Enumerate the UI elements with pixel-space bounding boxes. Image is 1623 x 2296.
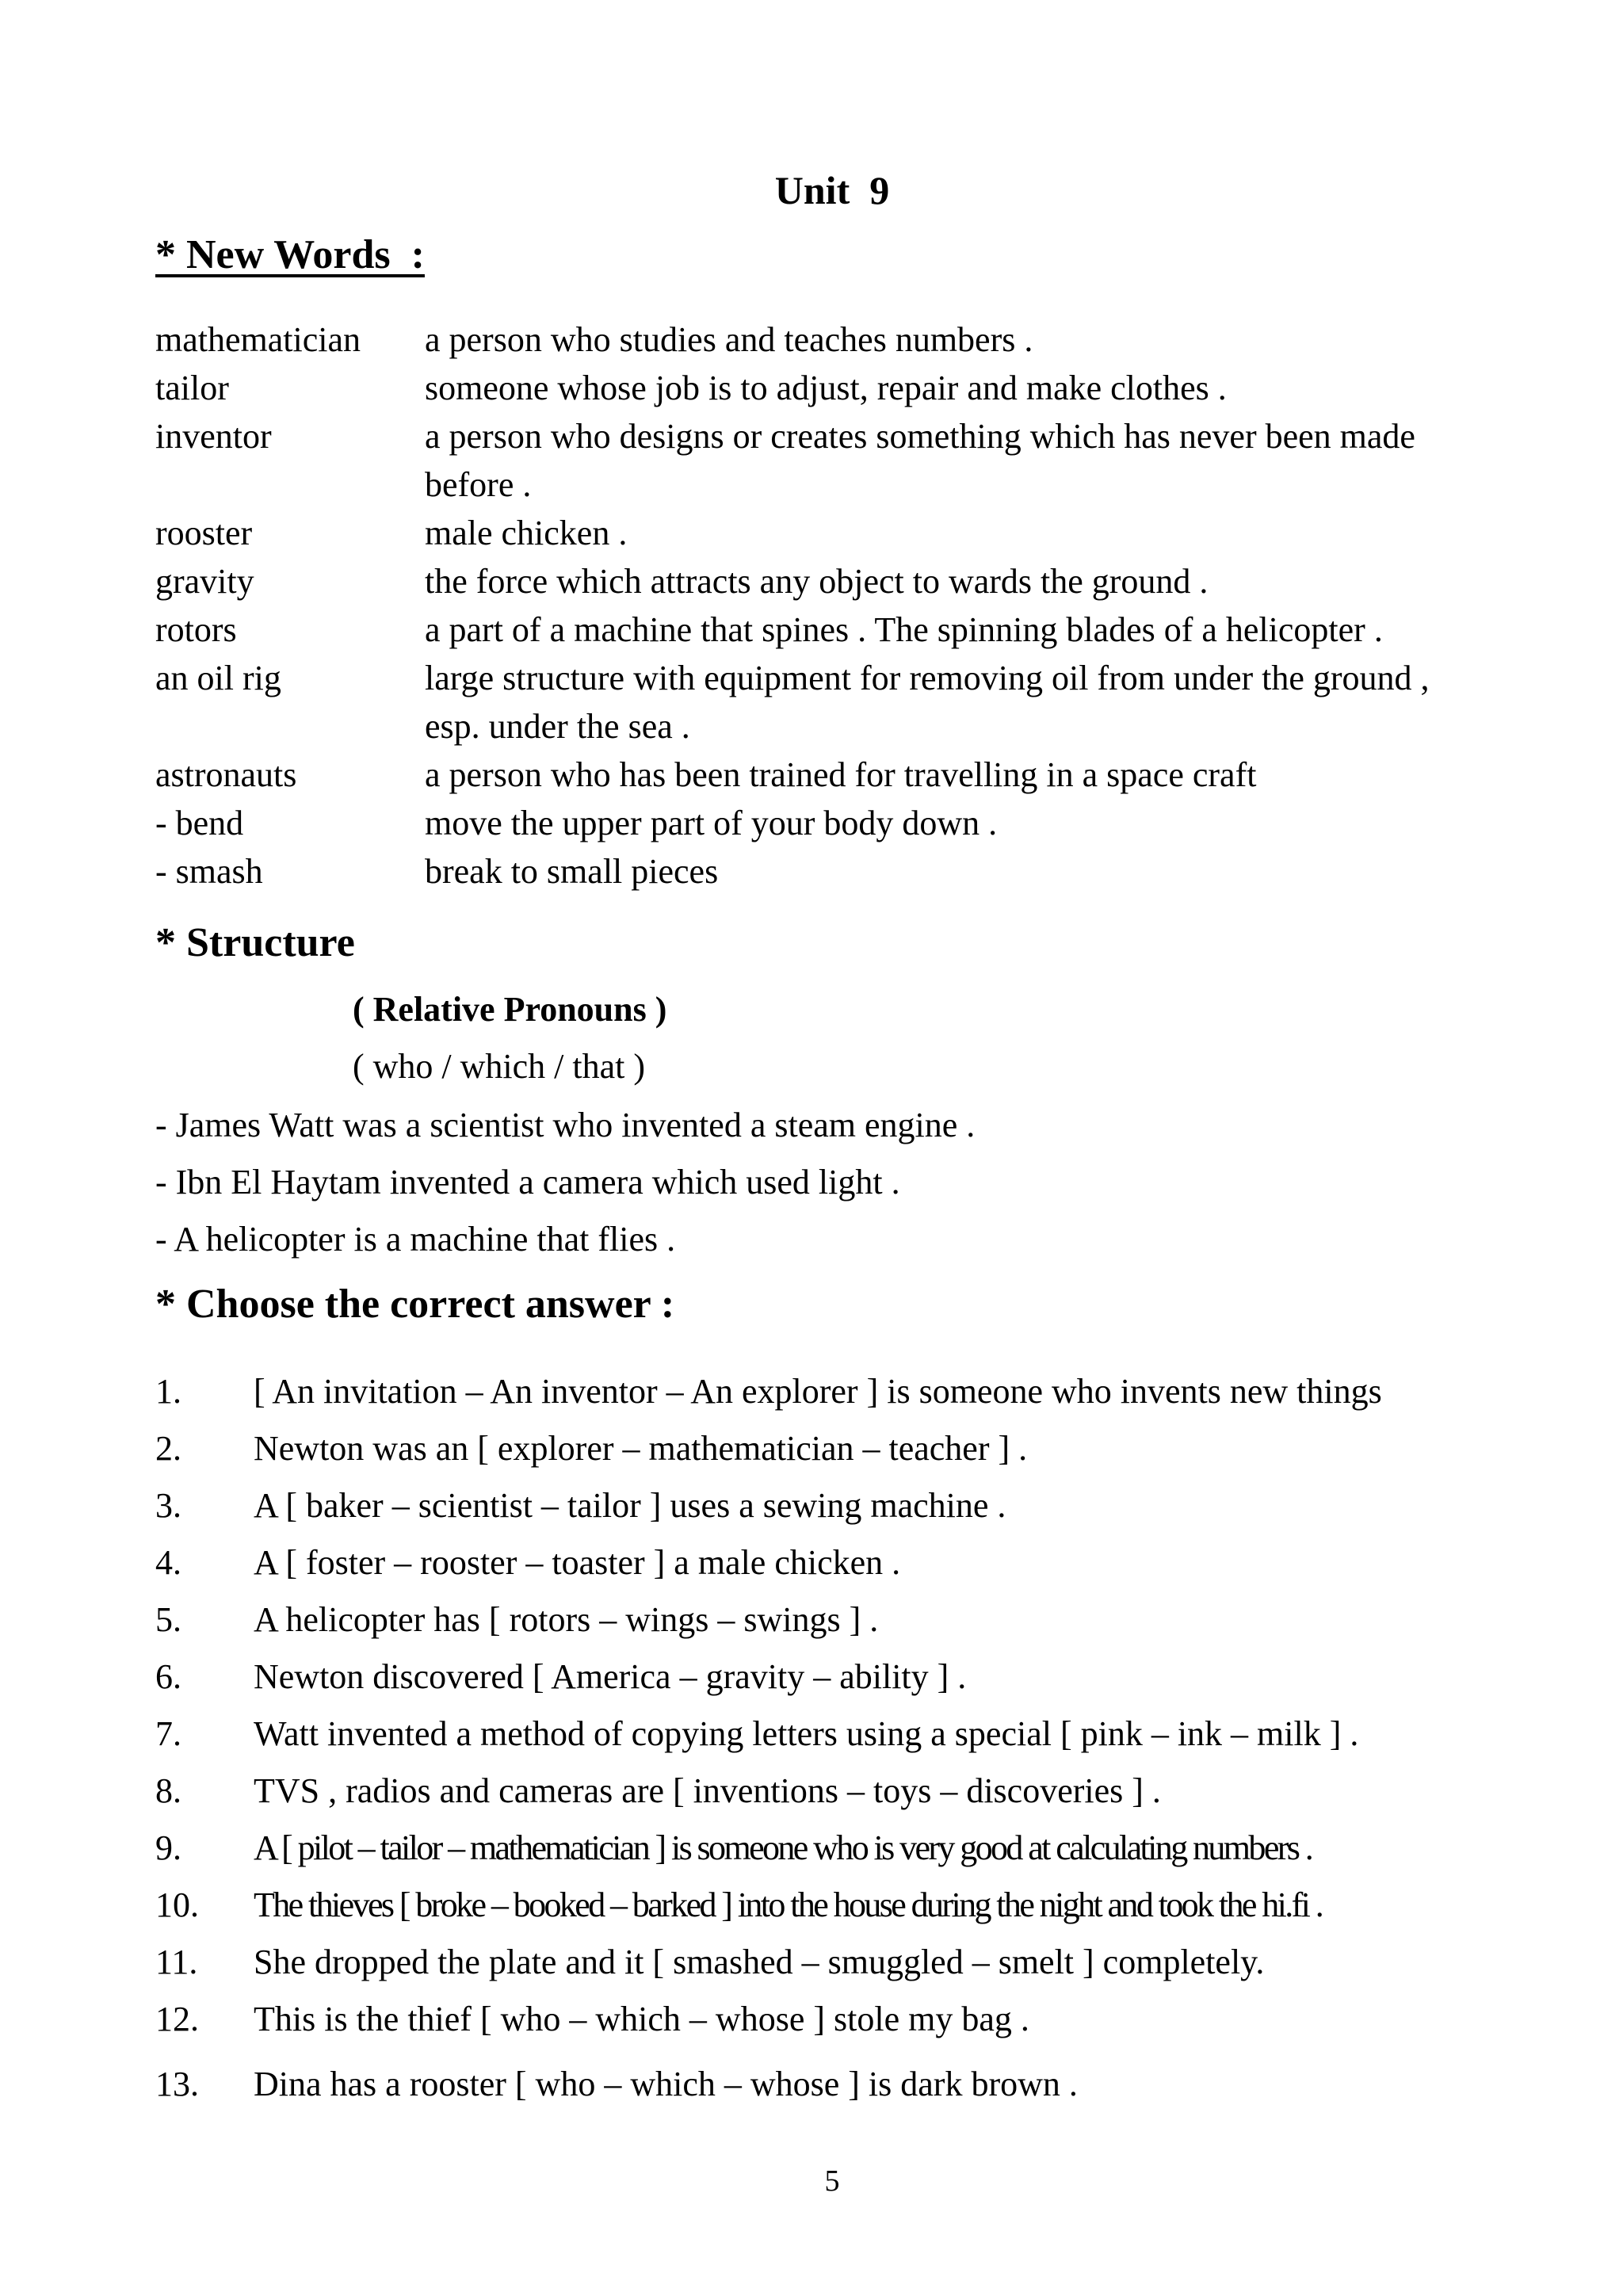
question-item <box>155 1420 1613 1477</box>
question-item <box>155 1991 1613 2048</box>
vocab-word: rooster <box>155 514 253 552</box>
question-item <box>155 1534 1613 1591</box>
vocab-word: astronauts <box>155 755 297 794</box>
example-sentence: - Ibn El Haytam invented a camera which used light . <box>155 1163 900 1201</box>
question-text: Dina has a rooster [ who – which – whose ] is dark brown . <box>254 2065 1078 2103</box>
question-number: 7. <box>155 1714 181 1753</box>
question-number: 9. <box>155 1828 181 1867</box>
choose-heading: * Choose the correct answer : <box>155 1282 675 1327</box>
question-list <box>155 1363 1613 2113</box>
question-text: TVS , radios and cameras are [ inventions – toys – discoveries ] . <box>254 1771 1161 1810</box>
structure-subheading: ( Relative Pronouns ) <box>353 990 667 1029</box>
question-item <box>155 1763 1613 1820</box>
question-number: 11. <box>155 1943 198 1981</box>
structure-heading: * Structure <box>155 920 355 965</box>
question-number: 3. <box>155 1486 181 1525</box>
question-number: 12. <box>155 2000 199 2038</box>
vocab-word: - smash <box>155 852 263 891</box>
question-item <box>155 1820 1613 1877</box>
question-text: The thieves [ broke – booked – barked ] into the house during the night and took the hi.fi . <box>254 1885 1323 1924</box>
question-number: 10. <box>155 1885 199 1924</box>
vocab-row <box>155 364 1582 412</box>
unit-title: Unit 9 <box>774 168 890 212</box>
vocab-definition: large structure with equipment for removing oil from under the ground , esp. under the sea . <box>425 659 1430 746</box>
vocab-definition: break to small pieces <box>425 852 719 891</box>
vocabulary-list <box>155 315 1582 896</box>
question-item <box>155 1877 1613 1934</box>
question-text: A [ pilot – tailor – mathematician ] is someone who is very good at calculating numbers . <box>254 1828 1312 1867</box>
question-number: 5. <box>155 1600 181 1639</box>
vocab-definition: a part of a machine that spines . The spinning blades of a helicopter . <box>425 610 1383 649</box>
question-text: She dropped the plate and it [ smashed – smuggled – smelt ] completely. <box>254 1943 1265 1981</box>
question-text: Newton was an [ explorer – mathematician – teacher ] . <box>254 1429 1028 1468</box>
example-sentence: - James Watt was a scientist who invented a steam engine . <box>155 1106 976 1144</box>
question-item <box>155 2056 1613 2113</box>
vocab-word: gravity <box>155 562 254 601</box>
vocab-definition: the force which attracts any object to wards the ground . <box>425 562 1209 601</box>
vocab-row <box>155 606 1582 654</box>
question-item <box>155 1706 1613 1763</box>
vocab-definition: a person who designs or creates something which has never been made before . <box>425 417 1415 504</box>
vocab-word: inventor <box>155 417 272 456</box>
new-words-heading: * New Words : <box>155 232 425 277</box>
question-text: Watt invented a method of copying letters using a special [ pink – ink – milk ] . <box>254 1714 1359 1753</box>
question-text: A [ baker – scientist – tailor ] uses a sewing machine . <box>254 1486 1006 1525</box>
vocab-word: mathematician <box>155 320 361 359</box>
vocab-row <box>155 315 1582 364</box>
vocab-row <box>155 847 1582 896</box>
question-text: Newton discovered [ America – gravity – ability ] . <box>254 1657 967 1696</box>
question-item <box>155 1477 1613 1534</box>
vocab-word: rotors <box>155 610 237 649</box>
question-text: This is the thief [ who – which – whose ] stole my bag . <box>254 2000 1029 2038</box>
vocab-definition: a person who studies and teaches numbers . <box>425 320 1033 359</box>
vocab-definition: someone whose job is to adjust, repair and make clothes . <box>425 369 1227 407</box>
vocab-definition: male chicken . <box>425 514 628 552</box>
vocab-row <box>155 557 1582 606</box>
question-number: 8. <box>155 1771 181 1810</box>
vocab-word: - bend <box>155 804 244 842</box>
vocab-row <box>155 654 1582 751</box>
question-text: [ An invitation – An inventor – An explorer ] is someone who invents new things <box>254 1372 1382 1411</box>
vocab-word: an oil rig <box>155 659 281 697</box>
question-number: 13. <box>155 2065 199 2103</box>
structure-examples <box>155 1097 975 1268</box>
question-item <box>155 1934 1613 1991</box>
question-item <box>155 1648 1613 1706</box>
vocab-definition: move the upper part of your body down . <box>425 804 998 842</box>
question-number: 6. <box>155 1657 181 1696</box>
vocab-row <box>155 799 1582 847</box>
vocab-row <box>155 412 1582 509</box>
question-text: A helicopter has [ rotors – wings – swings ] . <box>254 1600 879 1639</box>
page-number: 5 <box>824 2164 840 2198</box>
question-item <box>155 1363 1613 1420</box>
vocab-word: tailor <box>155 369 229 407</box>
vocab-row <box>155 751 1582 799</box>
example-sentence: - A helicopter is a machine that flies . <box>155 1220 676 1259</box>
relative-pronouns-list: ( who / which / that ) <box>353 1047 646 1086</box>
question-number: 1. <box>155 1372 181 1411</box>
vocab-definition: a person who has been trained for travelling in a space craft <box>425 755 1257 794</box>
question-text: A [ foster – rooster – toaster ] a male chicken . <box>254 1543 901 1582</box>
question-number: 2. <box>155 1429 181 1468</box>
question-item <box>155 1591 1613 1648</box>
question-number: 4. <box>155 1543 181 1582</box>
vocab-row <box>155 509 1582 557</box>
